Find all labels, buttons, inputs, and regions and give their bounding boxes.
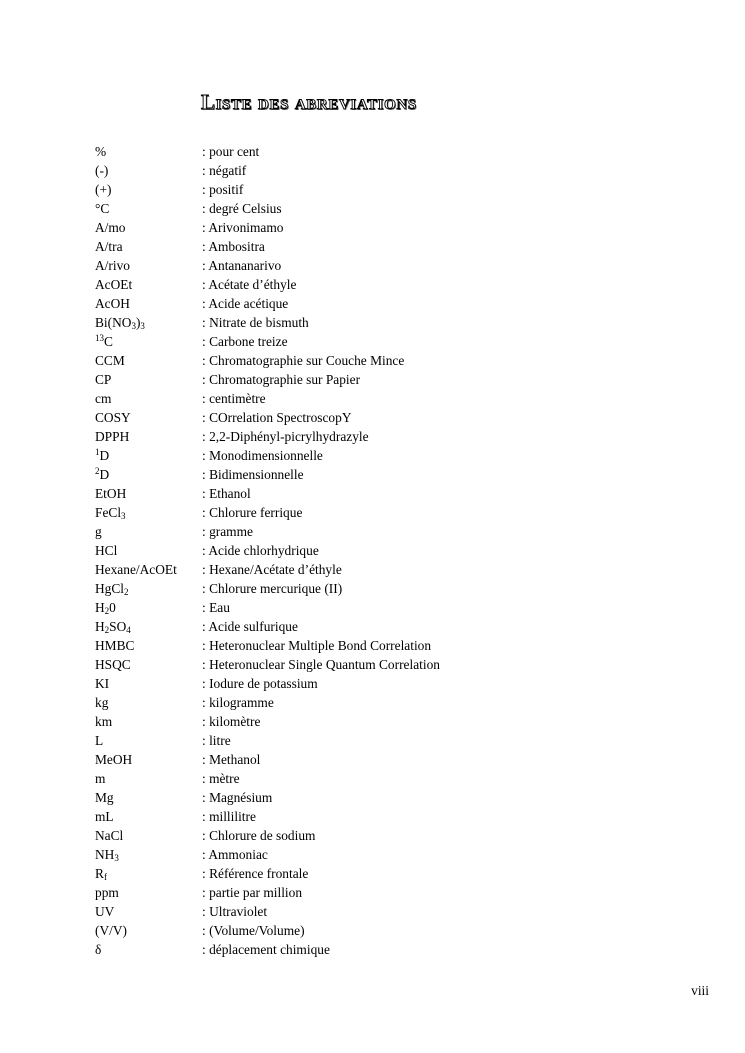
abbreviation-term — [95, 826, 202, 845]
abbreviation-row — [95, 427, 695, 446]
abbreviation-row — [95, 902, 695, 921]
abbreviation-row — [95, 655, 695, 674]
abbreviation-term — [95, 731, 202, 750]
term-text: cm — [95, 391, 112, 406]
subscript: 2 — [104, 606, 110, 616]
abbreviation-term — [95, 541, 202, 560]
abbreviation-term — [95, 883, 202, 902]
term-text: Bi(NO — [95, 315, 132, 330]
abbreviation-term — [95, 807, 202, 826]
abbreviation-row — [95, 237, 695, 256]
abbreviation-term — [95, 180, 202, 199]
subscript: 3 — [114, 853, 119, 863]
abbreviation-row — [95, 256, 695, 275]
term-text: UV — [95, 904, 115, 919]
term-text: CCM — [95, 353, 125, 368]
abbreviation-definition: : Hexane/Acétate d’éthyle — [202, 562, 342, 577]
abbreviation-row — [95, 750, 695, 769]
abbreviation-term — [95, 389, 202, 408]
abbreviation-term — [95, 845, 202, 864]
abbreviation-row — [95, 332, 695, 351]
abbreviation-definition: : Bidimensionnelle — [202, 467, 304, 482]
abbreviation-term — [95, 693, 202, 712]
abbreviation-term — [95, 465, 202, 484]
abbreviation-row — [95, 921, 695, 940]
term-text: HCl — [95, 543, 118, 558]
term-text: AcOH — [95, 296, 130, 311]
abbreviation-definition: : pour cent — [202, 144, 260, 159]
superscript: 2 — [95, 466, 100, 476]
abbreviation-row — [95, 560, 695, 579]
abbreviation-definition: : Magnésium — [202, 790, 273, 805]
abbreviation-term — [95, 712, 202, 731]
abbreviation-row — [95, 522, 695, 541]
abbreviation-row — [95, 484, 695, 503]
abbreviation-definition: : Acide sulfurique — [202, 619, 298, 634]
abbreviation-definition: : COrrelation SpectroscopY — [202, 410, 352, 425]
abbreviation-definition: : déplacement chimique — [202, 942, 330, 957]
subscript: 2 — [124, 587, 129, 597]
term-text: mL — [95, 809, 114, 824]
subscript: f — [103, 872, 107, 882]
abbreviation-row — [95, 389, 695, 408]
abbreviation-term — [95, 940, 202, 959]
abbreviation-row — [95, 864, 695, 883]
term-text: A/mo — [95, 220, 126, 235]
abbreviation-definition: : millilitre — [202, 809, 256, 824]
abbreviation-definition: : Carbone treize — [202, 334, 288, 349]
abbreviation-definition: : Ammoniac — [202, 847, 268, 862]
term-text: L — [95, 733, 104, 748]
abbreviation-definition: : Methanol — [202, 752, 261, 767]
abbreviation-definition: : Acétate d’éthyle — [202, 277, 297, 292]
subscript: 4 — [126, 625, 131, 635]
abbreviation-term — [95, 256, 202, 275]
term-text: kg — [95, 695, 109, 710]
abbreviation-definition: : Monodimensionnelle — [202, 448, 323, 463]
abbreviation-definition: : 2,2-Diphényl-picrylhydrazyle — [202, 429, 369, 444]
term-text: 0 — [109, 600, 116, 615]
abbreviation-definition: : Nitrate de bismuth — [202, 315, 309, 330]
abbreviation-row — [95, 788, 695, 807]
abbreviation-definition: : Acide chlorhydrique — [202, 543, 319, 558]
abbreviation-row — [95, 351, 695, 370]
abbreviation-row — [95, 883, 695, 902]
term-text: % — [95, 144, 107, 159]
term-text: H — [95, 600, 105, 615]
abbreviation-row — [95, 826, 695, 845]
abbreviation-definition: : (Volume/Volume) — [202, 923, 305, 938]
term-text: ppm — [95, 885, 119, 900]
abbreviation-row — [95, 370, 695, 389]
subscript: 2 — [104, 625, 110, 635]
abbreviation-row — [95, 617, 695, 636]
term-text: Mg — [95, 790, 114, 805]
term-text: HSQC — [95, 657, 131, 672]
page-title: Liste des abreviations — [201, 90, 417, 114]
term-text: HMBC — [95, 638, 135, 653]
term-text: C — [104, 334, 113, 349]
term-text: NaCl — [95, 828, 124, 843]
abbreviation-definition: : degré Celsius — [202, 201, 282, 216]
abbreviation-list — [95, 142, 695, 959]
term-text: g — [95, 524, 102, 539]
abbreviation-row — [95, 465, 695, 484]
term-text: m — [95, 771, 106, 786]
term-text: D — [99, 448, 110, 463]
abbreviation-definition: : Ultraviolet — [202, 904, 268, 919]
abbreviation-row — [95, 636, 695, 655]
superscript: 13 — [95, 333, 104, 343]
abbreviation-definition: : litre — [202, 733, 231, 748]
abbreviation-term — [95, 484, 202, 503]
term-text: A/rivo — [95, 258, 130, 273]
term-text: H — [95, 619, 105, 634]
abbreviation-term — [95, 332, 202, 351]
abbreviation-row — [95, 579, 695, 598]
abbreviation-definition: : Chromatographie sur Papier — [202, 372, 361, 387]
abbreviation-row — [95, 731, 695, 750]
abbreviation-row — [95, 275, 695, 294]
term-text: NH — [95, 847, 115, 862]
abbreviation-term — [95, 370, 202, 389]
term-text: (+) — [95, 182, 112, 197]
superscript: 1 — [95, 447, 100, 457]
abbreviation-definition: : mètre — [202, 771, 240, 786]
abbreviation-row — [95, 712, 695, 731]
abbreviation-term — [95, 161, 202, 180]
abbreviation-term — [95, 864, 202, 883]
abbreviation-term — [95, 636, 202, 655]
abbreviation-term — [95, 750, 202, 769]
abbreviation-row — [95, 199, 695, 218]
page-number: viii — [691, 983, 709, 998]
abbreviation-definition: : kilogramme — [202, 695, 274, 710]
abbreviation-term — [95, 351, 202, 370]
abbreviation-row — [95, 807, 695, 826]
abbreviation-row — [95, 503, 695, 522]
term-text: D — [99, 467, 110, 482]
term-text: COSY — [95, 410, 131, 425]
abbreviation-definition: : Chlorure de sodium — [202, 828, 316, 843]
abbreviation-term — [95, 655, 202, 674]
abbreviation-definition: : kilomètre — [202, 714, 261, 729]
abbreviation-term — [95, 503, 202, 522]
term-text: ) — [135, 315, 141, 330]
abbreviation-row — [95, 218, 695, 237]
term-text: MeOH — [95, 752, 133, 767]
abbreviation-definition: : centimètre — [202, 391, 266, 406]
abbreviation-definition: : Ambositra — [202, 239, 265, 254]
abbreviation-term — [95, 427, 202, 446]
abbreviation-definition: : gramme — [202, 524, 253, 539]
abbreviation-definition: : Chlorure ferrique — [202, 505, 303, 520]
abbreviation-term — [95, 522, 202, 541]
abbreviation-row — [95, 769, 695, 788]
abbreviation-row — [95, 446, 695, 465]
abbreviation-term — [95, 408, 202, 427]
subscript: 3 — [131, 321, 136, 331]
abbreviation-row — [95, 180, 695, 199]
term-text: R — [95, 866, 104, 881]
abbreviation-definition: : Iodure de potassium — [202, 676, 318, 691]
abbreviation-definition: : Heteronuclear Single Quantum Correlation — [202, 657, 440, 672]
term-text: (-) — [95, 163, 109, 178]
term-text: δ — [95, 942, 102, 957]
abbreviation-term — [95, 142, 202, 161]
abbreviation-row — [95, 693, 695, 712]
abbreviation-term — [95, 275, 202, 294]
term-text: KI — [95, 676, 110, 691]
term-text: (V/V) — [95, 923, 127, 938]
term-text: HgCl — [95, 581, 125, 596]
abbreviation-term — [95, 579, 202, 598]
term-text: km — [95, 714, 113, 729]
abbreviation-term — [95, 294, 202, 313]
abbreviation-term — [95, 199, 202, 218]
abbreviation-definition: : partie par million — [202, 885, 303, 900]
abbreviation-definition: : Antananarivo — [202, 258, 282, 273]
abbreviation-row — [95, 142, 695, 161]
abbreviation-definition: : Heteronuclear Multiple Bond Correlation — [202, 638, 432, 653]
abbreviation-definition: : Chromatographie sur Couche Mince — [202, 353, 405, 368]
abbreviation-row — [95, 674, 695, 693]
abbreviation-definition: : négatif — [202, 163, 247, 178]
abbreviation-term — [95, 902, 202, 921]
abbreviation-row — [95, 313, 695, 332]
abbreviation-term — [95, 560, 202, 579]
abbreviation-row — [95, 541, 695, 560]
term-text: Hexane/AcOEt — [95, 562, 177, 577]
abbreviation-definition: : positif — [202, 182, 244, 197]
subscript: 3 — [121, 511, 126, 521]
abbreviation-row — [95, 161, 695, 180]
term-text: EtOH — [95, 486, 127, 501]
term-text: AcOEt — [95, 277, 133, 292]
term-text: CP — [95, 372, 112, 387]
abbreviation-definition: : Chlorure mercurique (II) — [202, 581, 343, 596]
abbreviation-row — [95, 408, 695, 427]
abbreviation-term — [95, 769, 202, 788]
abbreviation-definition: : Référence frontale — [202, 866, 309, 881]
term-text: SO — [109, 619, 127, 634]
abbreviation-term — [95, 446, 202, 465]
term-text: DPPH — [95, 429, 130, 444]
term-text: °C — [95, 201, 110, 216]
abbreviation-row — [95, 294, 695, 313]
abbreviation-term — [95, 218, 202, 237]
abbreviation-row — [95, 598, 695, 617]
abbreviation-term — [95, 617, 202, 636]
abbreviation-definition: : Ethanol — [202, 486, 251, 501]
subscript: 3 — [140, 321, 145, 331]
abbreviation-term — [95, 598, 202, 617]
abbreviation-term — [95, 788, 202, 807]
term-text: FeCl — [95, 505, 122, 520]
term-text: A/tra — [95, 239, 123, 254]
abbreviation-term — [95, 674, 202, 693]
abbreviation-definition: : Eau — [202, 600, 230, 615]
abbreviation-row — [95, 845, 695, 864]
abbreviation-term — [95, 237, 202, 256]
abbreviation-term — [95, 921, 202, 940]
abbreviation-definition: : Acide acétique — [202, 296, 289, 311]
abbreviation-row — [95, 940, 695, 959]
abbreviation-definition: : Arivonimamo — [202, 220, 284, 235]
abbreviation-term — [95, 313, 202, 332]
